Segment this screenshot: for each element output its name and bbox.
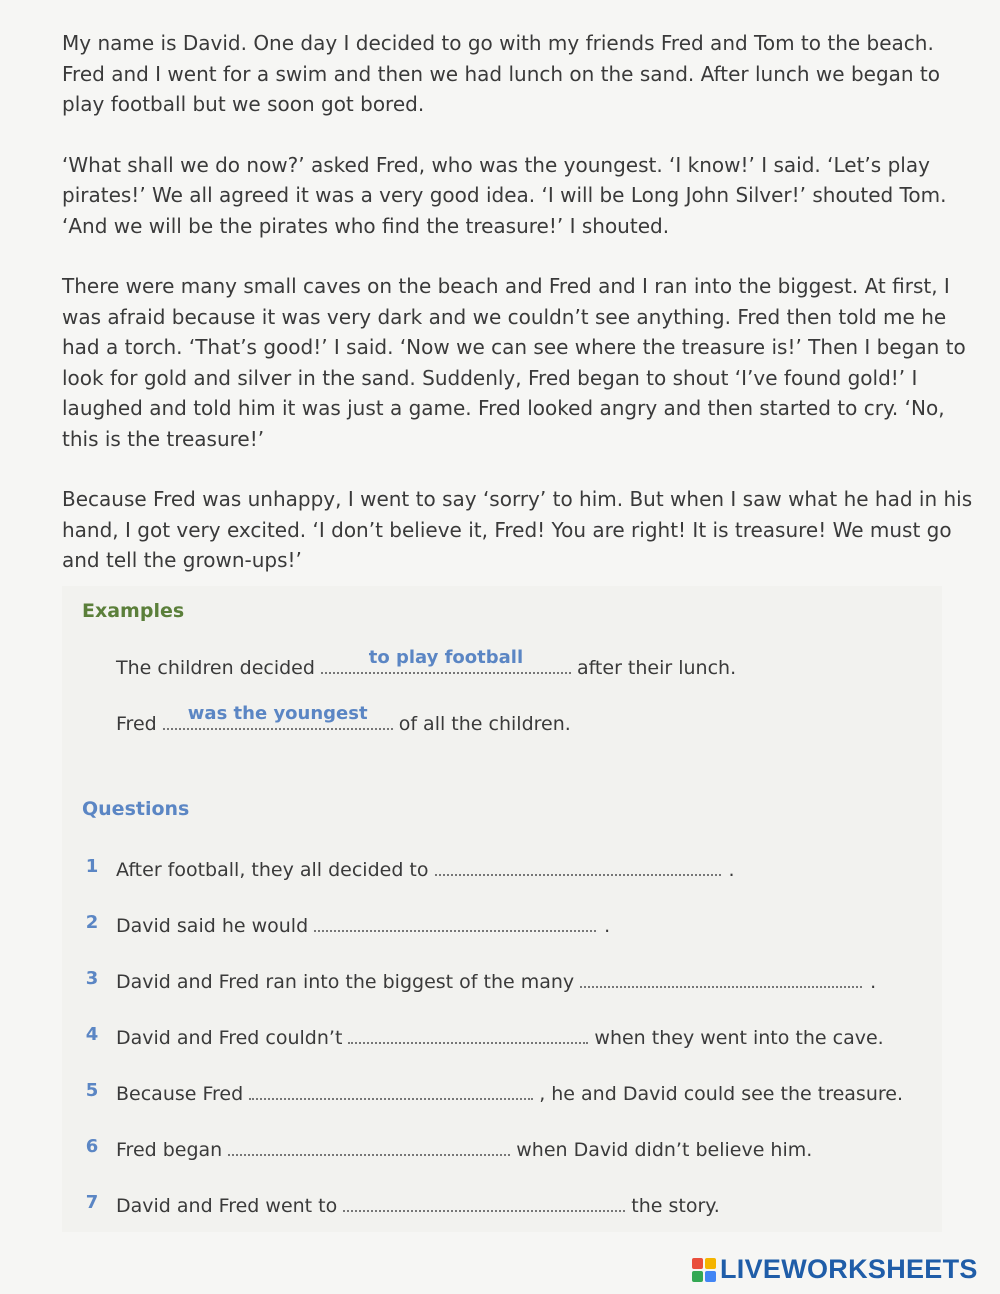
question-4	[85, 1024, 884, 1049]
question-4-number: 4	[85, 1024, 99, 1045]
question-1-after: .	[728, 859, 735, 881]
question-6-after: when David didn’t believe him.	[516, 1139, 813, 1161]
story-paragraph-1: My name is David. One day I decided to go with my friends Fred and Tom to the beach. Fred and I went for a swim and then we had lunch on the sand. After lunch we began to play football but we soon got bored.	[62, 31, 941, 116]
question-7-number: 7	[85, 1192, 99, 1213]
example-2-after: of all the children.	[398, 713, 571, 735]
example-2	[116, 703, 571, 735]
liveworksheets-logo-icon	[692, 1258, 716, 1282]
example-1-before: The children decided	[116, 657, 315, 679]
question-2-answer-blank[interactable]	[314, 912, 596, 932]
question-4-text: David and Fred couldn’t	[116, 1027, 343, 1049]
question-6-text: Fred began	[116, 1139, 223, 1161]
question-5-number: 5	[85, 1080, 99, 1101]
question-2-after: .	[604, 915, 611, 937]
liveworksheets-logo[interactable]	[692, 1254, 978, 1285]
examples-heading: Examples	[82, 600, 185, 622]
example-2-before: Fred	[116, 713, 157, 735]
question-1	[85, 856, 735, 881]
question-6	[85, 1136, 813, 1161]
logo-square-4	[705, 1271, 716, 1282]
logo-square-1	[692, 1258, 703, 1269]
logo-text: LIVEWORKSHEETS	[720, 1254, 978, 1284]
question-1-number: 1	[85, 856, 99, 877]
question-6-answer-blank[interactable]	[228, 1136, 510, 1156]
question-4-after: when they went into the cave.	[594, 1027, 884, 1049]
question-3-after: .	[870, 971, 877, 993]
exercise-panel	[62, 586, 942, 1232]
question-3-answer-blank[interactable]	[580, 968, 862, 988]
story-paragraph-3: There were many small caves on the beach and Fred and I ran into the biggest. At first, I was afraid because it was very dark and we couldn’t see anything. Fred then told me he had a torch. ‘That’s good!’ I said. ‘Now we can see where the treasure is!’ Then I began to look for gold and silver in the sand. Suddenly, Fred began to shout ‘I’ve found gold!’ I laughed and told him it was just a game. Fred looked angry and then started to cry. ‘No, this is the treasure!’	[62, 274, 966, 451]
story-paragraph-2: ‘What shall we do now?’ asked Fred, who was the youngest. ‘I know!’ I said. ‘Let’s play pirates!’ We all agreed it was a very good idea. ‘I will be Long John Silver!’ shouted Tom. ‘And we will be the pirates who find the treasure!’ I shouted.	[62, 152, 947, 238]
question-3	[85, 968, 877, 993]
question-3-text: David and Fred ran into the biggest of the many	[116, 971, 575, 993]
question-5	[85, 1080, 903, 1105]
question-1-answer-blank[interactable]	[435, 856, 721, 876]
question-4-answer-blank[interactable]	[348, 1024, 588, 1044]
question-3-number: 3	[85, 968, 99, 989]
example-1-blank	[321, 647, 571, 674]
question-5-after: , he and David could see the treasure.	[539, 1083, 903, 1105]
question-7	[85, 1192, 720, 1217]
example-2-answer: was the youngest	[187, 703, 368, 724]
example-1	[116, 647, 737, 679]
question-7-after: the story.	[631, 1195, 720, 1217]
question-2-text: David said he would	[116, 915, 309, 937]
question-7-answer-blank[interactable]	[343, 1192, 625, 1212]
question-6-number: 6	[85, 1136, 99, 1157]
logo-square-2	[705, 1258, 716, 1269]
question-5-text: Because Fred	[116, 1083, 244, 1105]
example-1-answer: to play football	[368, 647, 524, 668]
question-5-answer-blank[interactable]	[249, 1080, 533, 1100]
logo-square-3	[692, 1271, 703, 1282]
questions-heading: Questions	[82, 798, 190, 820]
story-paragraph-4: Because Fred was unhappy, I went to say ‘sorry’ to him. But when I saw what he had in his hand, I got very excited. ‘I don’t believe it, Fred! You are right! It is treasure! We must go and tell the grown-ups!’	[62, 487, 973, 572]
story-text	[62, 28, 982, 606]
question-1-text: After football, they all decided to	[116, 859, 429, 881]
question-7-text: David and Fred went to	[116, 1195, 338, 1217]
example-1-after: after their lunch.	[576, 657, 737, 679]
question-2	[85, 912, 611, 937]
example-2-blank	[163, 703, 393, 730]
question-2-number: 2	[85, 912, 99, 933]
